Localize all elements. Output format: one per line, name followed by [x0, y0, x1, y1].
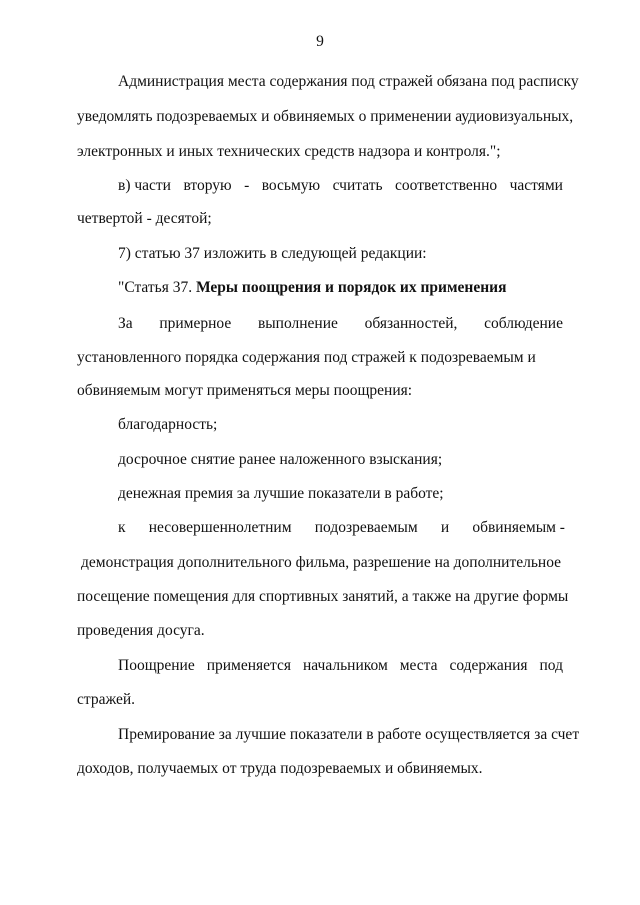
justified-line	[118, 656, 563, 676]
word: и	[440, 519, 450, 536]
text-line: денежная премия за лучшие показатели в работе;	[118, 485, 444, 502]
word: считать	[332, 177, 383, 194]
word: несовершеннолетним	[148, 519, 292, 536]
text-line: четвертой - десятой;	[77, 210, 212, 227]
word: обязанностей,	[364, 315, 458, 332]
text-line: 7) статью 37 изложить в следующей редакции:	[118, 245, 427, 262]
word: соответственно	[395, 177, 498, 194]
text-line: электронных и иных технических средств надзора и контроля.";	[77, 143, 501, 160]
justified-line	[118, 176, 563, 196]
word: примерное	[159, 315, 232, 332]
text-line: Премирование за лучшие показатели в работе осуществляется за счет	[118, 726, 580, 743]
word: -	[244, 177, 250, 194]
text-line: установленного порядка содержания под стражей к подозреваемым и	[77, 349, 536, 366]
text-line: демонстрация дополнительного фильма, разрешение на дополнительное	[81, 554, 562, 571]
text-line: проведения досуга.	[77, 622, 205, 639]
justified-line	[118, 314, 563, 334]
text-line: стражей.	[77, 691, 136, 708]
word: содержания	[449, 657, 528, 674]
word: места	[399, 657, 438, 674]
text-line: доходов, получаемых от труда подозреваемых и обвиняемых.	[77, 760, 483, 777]
word: начальником	[302, 657, 388, 674]
justified-line	[118, 518, 565, 538]
article-heading	[118, 278, 506, 298]
word: За	[118, 315, 133, 332]
article-title: Меры поощрения и порядок их применения	[196, 279, 507, 296]
text-line: благодарность;	[118, 416, 218, 433]
text-line: Администрация места содержания под стражей обязана под расписку	[118, 73, 579, 90]
word: к	[118, 519, 126, 536]
text-line: посещение помещения для спортивных занятий, а также на другие формы	[77, 588, 569, 605]
word: подозреваемым	[314, 519, 418, 536]
word: частями	[509, 177, 563, 194]
word: Поощрение	[118, 657, 195, 674]
word: соблюдение	[484, 315, 563, 332]
article-number: "Статья 37.	[118, 279, 196, 296]
word: под	[539, 657, 563, 674]
word: выполнение	[257, 315, 338, 332]
text-line: досрочное снятие ранее наложенного взыскания;	[118, 451, 443, 468]
text-line: уведомлять подозреваемых и обвиняемых о применении аудиовизуальных,	[77, 108, 574, 125]
word: восьмую	[261, 177, 321, 194]
word: в) части	[118, 177, 171, 194]
word: обвиняемым -	[472, 519, 565, 536]
word: применяется	[206, 657, 292, 674]
word: вторую	[183, 177, 232, 194]
page-number: 9	[316, 33, 324, 50]
text-line: обвиняемым могут применяться меры поощрения:	[77, 382, 413, 399]
